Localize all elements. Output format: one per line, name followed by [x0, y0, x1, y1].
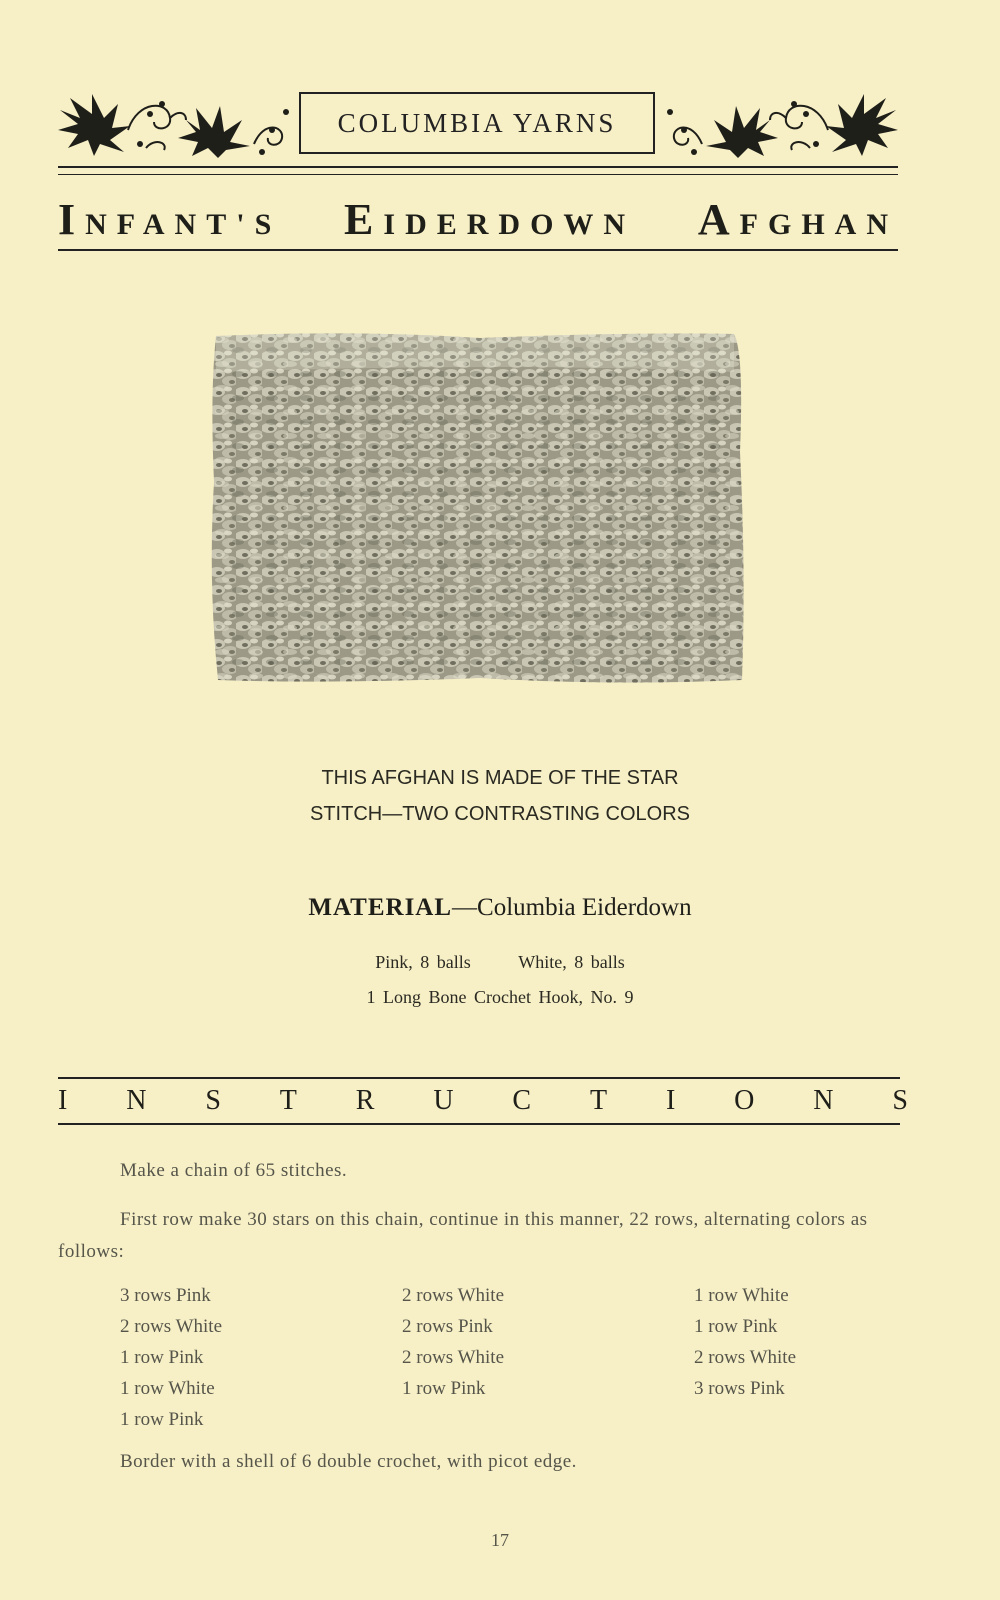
list-item: 2 rows White: [402, 1285, 505, 1306]
title-word-2: EIDERDOWN: [344, 195, 636, 244]
material-label: MATERIAL: [308, 894, 453, 921]
material-white: White, 8 balls: [518, 952, 625, 972]
list-item: 1 row Pink: [120, 1347, 204, 1368]
list-item: 3 rows Pink: [694, 1378, 785, 1399]
material-dash: —: [452, 894, 478, 921]
title-word-1: INFANT'S: [58, 195, 282, 244]
heading-letter: I: [665, 1085, 676, 1116]
list-item: 2 rows White: [402, 1347, 505, 1368]
heading-letter: T: [279, 1085, 297, 1116]
caption-line-1: THIS AFGHAN IS MADE OF THE STAR: [321, 767, 679, 789]
list-item: 1 row White: [694, 1285, 789, 1306]
material-hook: 1 Long Bone Crochet Hook, No. 9: [366, 987, 634, 1007]
page-title: [58, 195, 898, 245]
list-item: 1 row Pink: [120, 1409, 204, 1430]
list-item: 1 row White: [120, 1378, 215, 1399]
afghan-swatch-photo: [210, 332, 748, 687]
afghan-caption: [200, 760, 800, 832]
heading-letter: C: [512, 1085, 532, 1116]
heading-letter: T: [589, 1085, 608, 1116]
title-rule: [58, 249, 898, 251]
color-sequence-column-3: [694, 1280, 796, 1404]
list-item: 2 rows White: [694, 1347, 797, 1368]
material-pink: Pink, 8 balls: [375, 952, 471, 972]
material-value: Columbia Eiderdown: [477, 894, 692, 921]
list-item: 3 rows Pink: [120, 1285, 211, 1306]
list-item: 2 rows White: [120, 1316, 223, 1337]
instruction-first-row: First row make 30 stars on this chain, continue in this manner, 22 rows, alternating colors as follows:: [58, 1209, 868, 1262]
heading-letter: O: [734, 1085, 755, 1116]
heading-letter: U: [433, 1085, 454, 1116]
color-sequence-column-2: [402, 1280, 504, 1404]
instruction-border: Border with a shell of 6 double crochet, with picot edge.: [120, 1451, 577, 1472]
right-leaf-ornament: [658, 90, 898, 158]
heading-letter: S: [892, 1085, 908, 1116]
list-item: 1 row Pink: [402, 1378, 486, 1399]
instructions-heading: [58, 1085, 908, 1121]
caption-line-2: STITCH—TWO CONTRASTING COLORS: [310, 803, 690, 825]
heading-letter: N: [126, 1085, 147, 1116]
list-item: 1 row Pink: [694, 1316, 778, 1337]
color-sequence-column-1: [120, 1280, 222, 1435]
material-quantities: [200, 952, 800, 973]
heading-letter: I: [58, 1085, 68, 1116]
heading-letter: S: [205, 1085, 221, 1116]
instructions-rule-bottom: [58, 1123, 900, 1125]
list-item: 2 rows Pink: [402, 1316, 493, 1337]
header-rule: [58, 166, 898, 168]
material-heading: [200, 894, 800, 922]
left-leaf-ornament: [58, 90, 298, 158]
page-number: 17: [491, 1530, 509, 1550]
heading-letter: R: [355, 1085, 375, 1116]
heading-letter: N: [813, 1085, 834, 1116]
instruction-chain: Make a chain of 65 stitches.: [120, 1160, 348, 1181]
title-word-3: AFGHAN: [697, 195, 898, 244]
header-rule-thin: [58, 174, 898, 175]
instructions-rule-top: [58, 1077, 900, 1079]
banner-title: COLUMBIA YARNS: [299, 92, 655, 154]
